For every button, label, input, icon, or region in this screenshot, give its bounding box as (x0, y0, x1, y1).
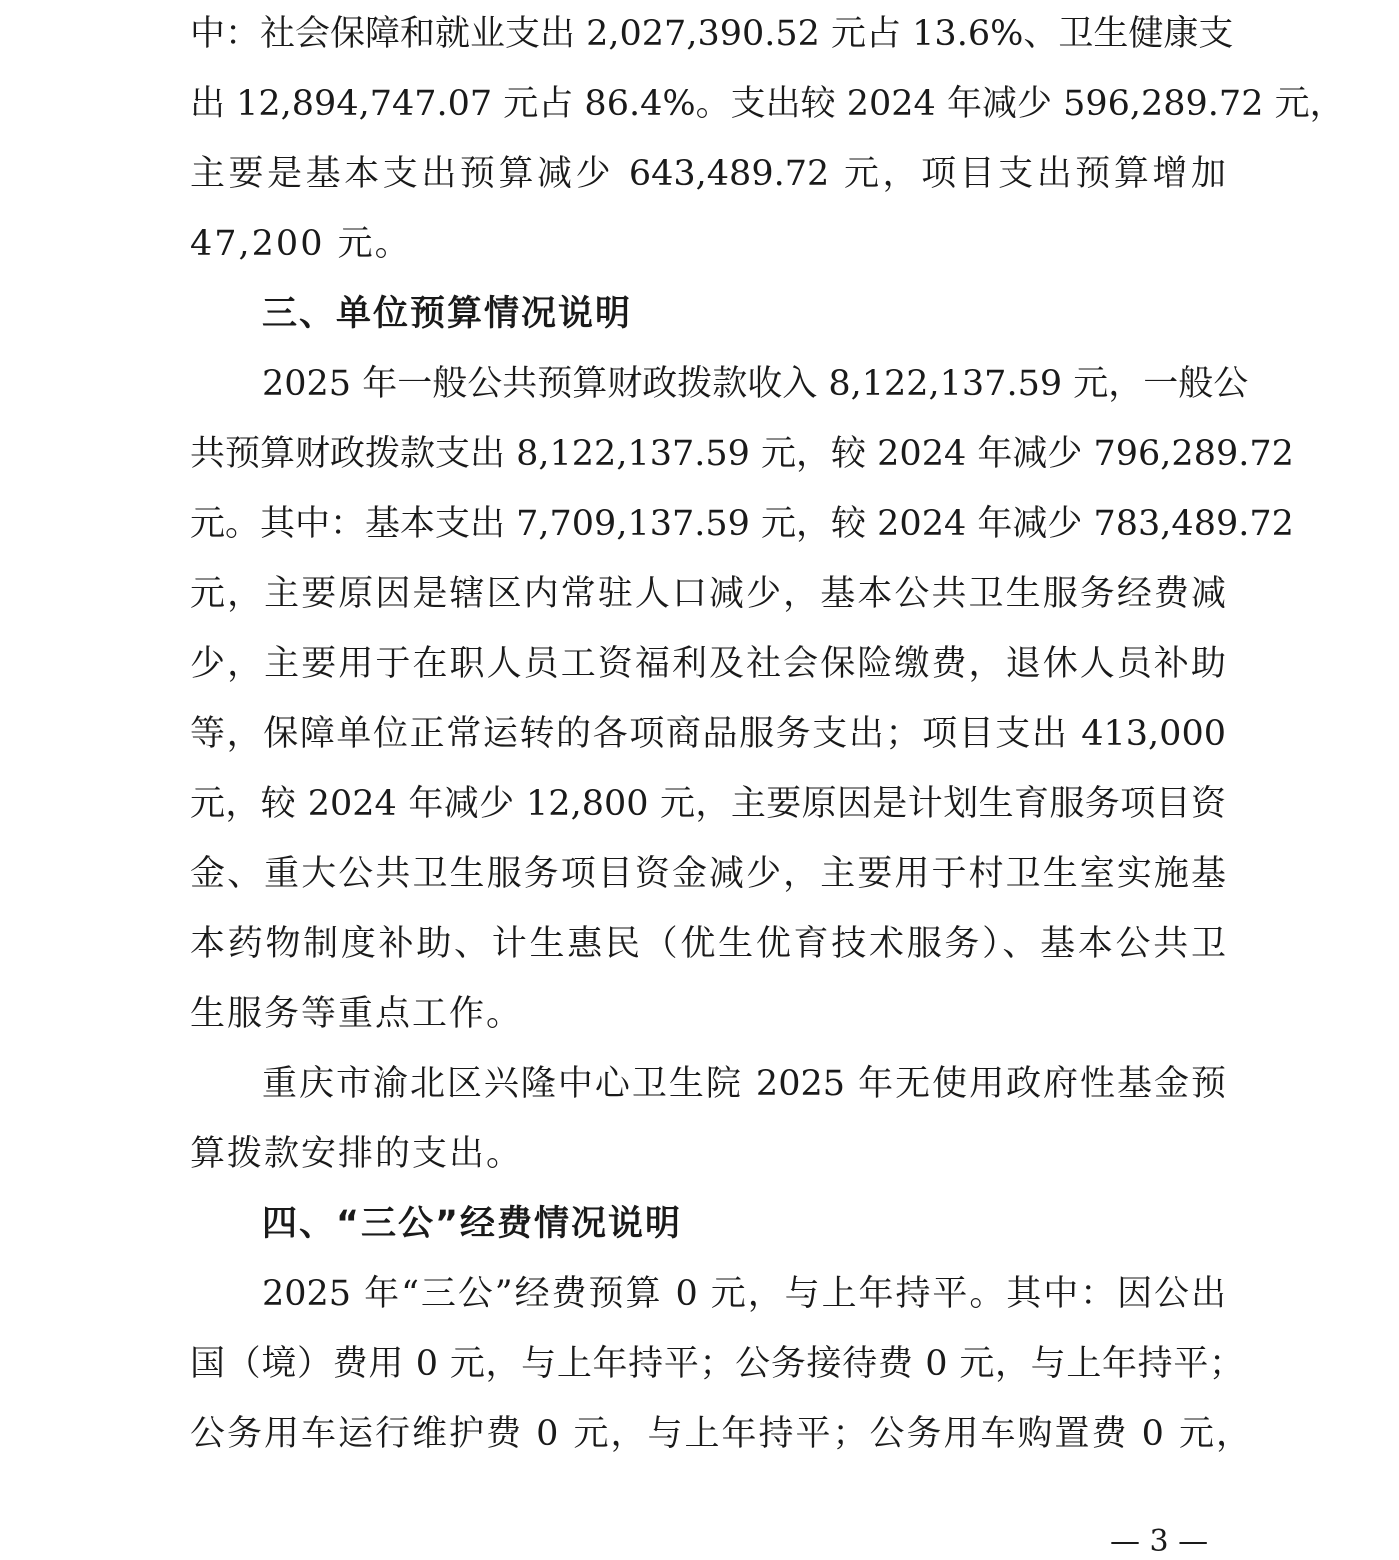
section-heading: 四、“三公”经费情况说明 (262, 1204, 683, 1244)
paragraph-line: 共预算财政拨款支出 8,122,137.59 元，较 2024 年减少 796,289.72 (190, 434, 1294, 474)
paragraph-line: 少，主要用于在职人员工资福利及社会保险缴费，退休人员补助 (190, 644, 1226, 684)
paragraph-line: 公务用车运行维护费 0 元，与上年持平；公务用车购置费 0 元， (190, 1414, 1254, 1454)
paragraph-line: 金、重大公共卫生服务项目资金减少，主要用于村卫生室实施基 (190, 854, 1226, 894)
paragraph-line: 主要是基本支出预算减少 643,489.72 元，项目支出预算增加 (190, 154, 1226, 194)
paragraph-line: 国（境）费用 0 元，与上年持平；公务接待费 0 元，与上年持平； (190, 1344, 1244, 1384)
paragraph-line: 元，主要原因是辖区内常驻人口减少，基本公共卫生服务经费减 (190, 574, 1226, 614)
paragraph-line: 元，较 2024 年减少 12,800 元，主要原因是计划生育服务项目资 (190, 784, 1226, 824)
paragraph-line: 中：社会保障和就业支出 2,027,390.52 元占 13.6%、卫生健康支 (190, 14, 1234, 54)
paragraph-line: 本药物制度补助、计生惠民（优生优育技术服务）、基本公共卫 (190, 924, 1226, 964)
paragraph-line: 出 12,894,747.07 元占 86.4%。支出较 2024 年减少 596,289.72 元， (190, 84, 1345, 124)
paragraph-line: 生服务等重点工作。 (190, 994, 524, 1034)
paragraph-line: 等，保障单位正常运转的各项商品服务支出；项目支出 413,000 (190, 714, 1226, 754)
section-heading: 三、单位预算情况说明 (262, 294, 633, 334)
paragraph-line: 2025 年“三公”经费预算 0 元，与上年持平。其中：因公出 (262, 1274, 1226, 1314)
paragraph-line: 算拨款安排的支出。 (190, 1134, 524, 1174)
paragraph-line: 元。其中：基本支出 7,709,137.59 元，较 2024 年减少 783,489.72 (190, 504, 1294, 544)
paragraph-line: 重庆市渝北区兴隆中心卫生院 2025 年无使用政府性基金预 (262, 1064, 1226, 1104)
paragraph-line: 2025 年一般公共预算财政拨款收入 8,122,137.59 元，一般公 (262, 364, 1249, 404)
paragraph-line: 47,200 元。 (190, 224, 412, 264)
page-number: — 3 — (1110, 1524, 1209, 1559)
